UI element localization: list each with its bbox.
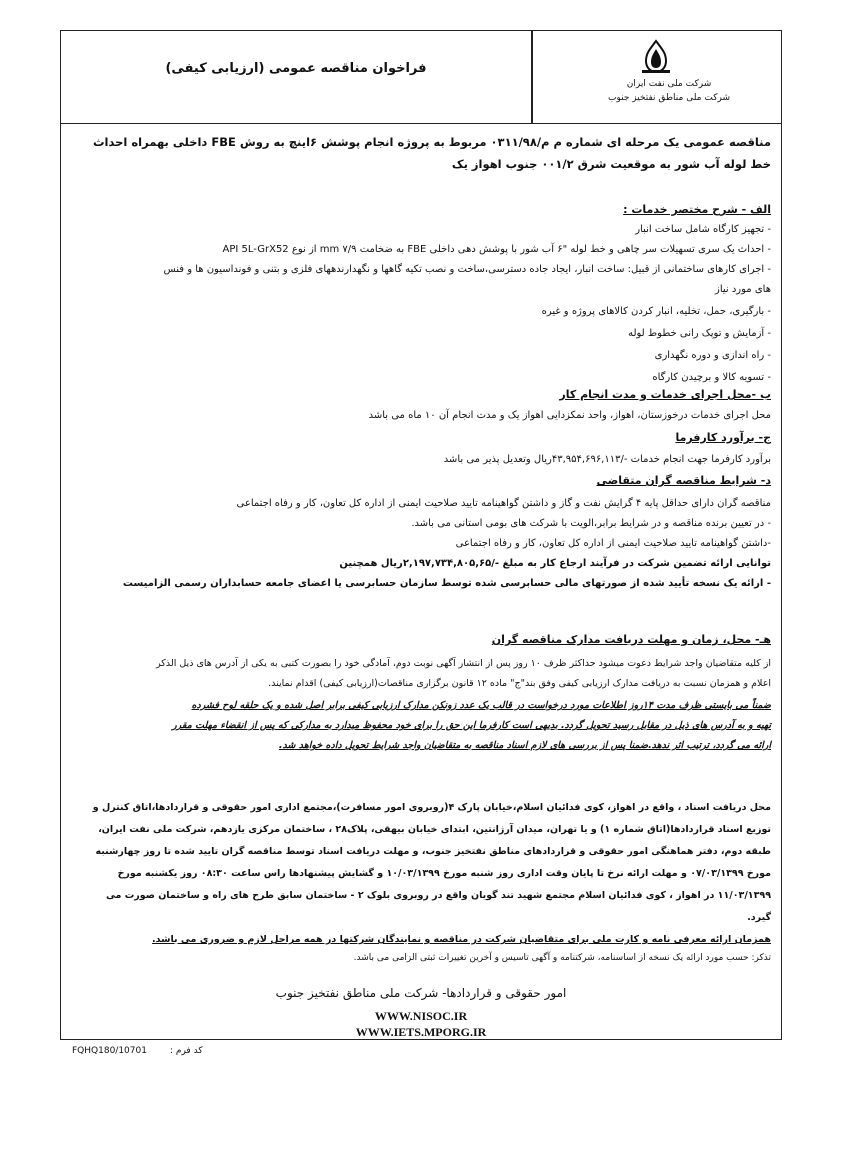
header-box: [61, 31, 781, 124]
section-d-line: - در تعیین برنده مناقصه و در شرایط برابر،الویت با شرکت های بومی استانی می باشد.: [411, 518, 771, 529]
company-name-2: شرکت ملی مناطق نفتخیز جنوب: [608, 93, 730, 103]
section-e-line: ارائه می گردد، ترتیب اثر ندهد.ضمنا پس از بررسی های لازم اسناد مناقصه به متقاضیان واجد شرایط تحویل داده خواهد شد.: [278, 740, 771, 751]
intro-line-2: خط لوله آب شور به موقعیت شرق ۰۰۱/۲ جنوب اهواز یک: [451, 157, 771, 171]
section-d-title: د- شرایط مناقصه گران متقاضی: [596, 474, 771, 487]
section-e-line: ضمناً می بایستی ظرف مدت ۱۴روز اطلاعات مورد درخواست در قالب یک عدد زونکن مدارک ارزیابی کیفی برابر اصل شده و یک حلقه لوح فشرده: [191, 700, 771, 711]
delivery-note: تذکر: حسب مورد ارائه یک نسخه از اساسنامه، شرکتنامه و آگهی تاسیس و آخرین تغییرات ثبتی الزامی می باشد.: [353, 953, 771, 963]
delivery-line: محل دریافت اسناد ، واقع در اهواز، کوی فدائیان اسلام،خیابان پارک ۴(روبروی امور مسافرت)،مجتمع اداری امور حقوقی و قراردادها،اتاق کنترل و: [92, 802, 771, 813]
notice-title: فراخوان مناقصه عمومی (ارزیابی کیفی): [165, 61, 427, 76]
section-a-item: - راه اندازی و دوره نگهداری: [654, 350, 771, 361]
section-e-line: از کلیه متقاضیان واجد شرایط دعوت میشود حداکثر ظرف ۱۰ روز پس از انتشار آگهی نوبت دوم، آمادگی خود را بصورت کتبی به یکی از آدرس های ذیل الذکر: [156, 658, 771, 669]
section-e-line: اعلام و همزمان نسبت به دریافت مدارک ارزیابی کیفی وفق بند"ج" ماده ۱۲ قانون برگزاری مناقصات(ارزیابی کیفی) اقدام نمایند.: [268, 678, 771, 689]
section-e-title: هـ- محل، زمان و مهلت دریافت مدارک مناقصه گران: [491, 633, 771, 646]
footer-url-2[interactable]: WWW.IETS.MPORG.IR: [355, 1025, 487, 1039]
section-a-item: - آزمایش و توپک رانی خطوط لوله: [628, 328, 771, 339]
section-d-line: مناقصه گران دارای حداقل پایه ۴ گرایش نفت و گاز و داشتن گواهینامه تایید صلاحیت ایمنی از اداره کل تعاون، کار و رفاه اجتماعی: [236, 498, 771, 509]
form-code: FQHQ180/10701: [72, 1046, 147, 1056]
section-c-text: برآورد کارفرما جهت انجام خدمات -/۴۳,۹۵۴,۶۹۶,۱۱۳ریال وتعدیل پذیر می باشد: [443, 454, 771, 465]
delivery-note-bold: همزمان ارائه معرفی نامه و کارت ملی برای متقاضیان شرکت در مناقصه و نمایندگان شرکتها در همه مراحل لازم و ضروری می باشد.: [152, 934, 771, 945]
nioc-logo-icon: [636, 39, 676, 75]
section-d-line: -داشتن گواهینامه تایید صلاحیت ایمنی از اداره کل تعاون، کار و رفاه اجتماعی: [455, 538, 771, 549]
section-d-line: - ارائه یک نسخه تأیید شده از صورتهای مالی حسابرسی شده توسط سازمان حسابرسی یا اعضای جامعه حسابداران رسمی الزامیست: [122, 578, 771, 589]
section-a-item: - تجهیز کارگاه شامل ساخت انبار: [635, 224, 771, 235]
delivery-line: توزیع اسناد قراردادها(اتاق شماره ۱) و یا تهران، میدان آرژانتین، ابتدای خیابان بیهقی، پلاک۲۸ ، ساختمان مرکزی یازدهم، شرکت ملی نفت ایران،: [98, 824, 771, 835]
intro-line-1: مناقصه عمومی یک مرحله ای شماره م م/۰۳۱۱/۹۸ مربوط به پروژه انجام پوشش ۶اینچ به روش FBE داخلی بهمراه احداث: [92, 135, 771, 149]
section-a-title: الف - شرح مختصر خدمات :: [623, 203, 771, 216]
delivery-line: گیرد.: [747, 912, 771, 923]
section-a-item: - تسویه کالا و برچیدن کارگاه: [652, 372, 771, 383]
footer-department: امور حقوقی و قراردادها- شرکت ملی مناطق نفتخیز جنوب: [275, 986, 567, 1000]
form-code-label: کد فرم :: [170, 1046, 203, 1056]
section-b-title: ب -محل اجرای خدمات و مدت انجام کار: [559, 388, 771, 401]
section-e-line: تهیه و به آدرس های ذیل در مقابل رسید تحویل گردد. بدیهی است کارفرما این حق را برای خود محفوظ میدارد به مدارکی که پس از انقضاء مهلت مقرر: [172, 720, 771, 731]
delivery-line: ۱۱/۰۳/۱۳۹۹ در اهواز ، کوی فدائیان اسلام مجتمع شهید تند گویان واقع در روبروی بلوک ۲ - ساختمان سابق طرح های راه و ساختمان صورت می: [105, 890, 771, 901]
section-c-title: ج- برآورد کارفرما: [675, 431, 771, 444]
document-frame: [60, 30, 782, 1040]
section-d-line: توانایی ارائه تضمین شرکت در فرآیند ارجاع کار به مبلغ -/۲,۱۹۷,۷۳۴,۸۰۵,۶۵ریال همچنین: [339, 558, 771, 569]
company-name-1: شرکت ملی نفت ایران: [626, 79, 712, 89]
footer-url-1[interactable]: WWW.NISOC.IR: [374, 1009, 468, 1023]
delivery-line: مورخ ۰۷/۰۳/۱۳۹۹ و مهلت ارائه نرخ تا پایان وقت اداری روز شنبه مورخ ۱۰/۰۳/۱۳۹۹ و گشایش پیشنهادها راس ساعت ۰۸:۳۰ روز یکشنبه مورخ: [117, 868, 771, 879]
section-a-item: های مورد نیاز: [715, 284, 771, 295]
section-a-item: - بارگیری، حمل، تخلیه، انبار کردن کالاهای پروژه و غیره: [541, 306, 771, 317]
section-b-text: محل اجرای خدمات درخوزستان، اهواز، واحد نمکزدایی اهواز یک و مدت انجام آن ۱۰ ماه می باشد: [368, 410, 771, 421]
section-a-item: - اجرای کارهای ساختمانی از قبیل: ساخت انبار، ایجاد جاده دسترسی،ساخت و نصب تکیه گاهها و نگهدارندههای فلزی و بتنی و فونداسیون ها و فنس: [163, 264, 771, 275]
intro-block: [71, 131, 771, 175]
header-divider: [531, 31, 533, 123]
section-a-item: - احداث یک سری تسهیلات سر چاهی و خط لوله "۶ آب شور با پوشش دهی داخلی FBE به ضخامت ۷/۹ mm از نوع API 5L-GrX52: [222, 244, 771, 255]
delivery-line: طبقه دوم، دفتر هماهنگی امور حقوقی و قراردادهای مناطق نفتخیز جنوب، و مهلت دریافت اسناد توسط مناقصه گران تایید شده تا روز چهارشنبه: [95, 846, 771, 857]
